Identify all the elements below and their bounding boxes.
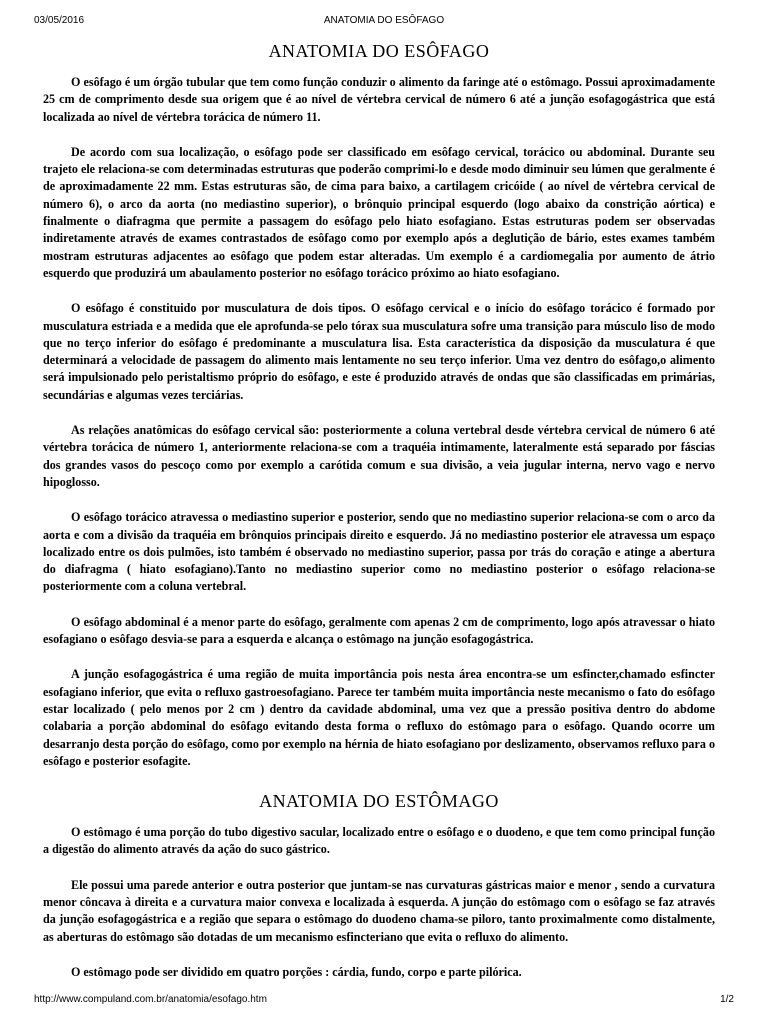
paragraph: O esôfago torácico atravessa o mediastino superior e posterior, sendo que no mediastino superior relaciona-se com o arco da aorta e com a divisão da traquéia em brônquios principais direito e esquerdo. Já no mediastino posterior ele atravessa um espaço localizado entre os dois pulmões, isto também é observado no mediastino superior, passa por trás do coração e atinge a abertura do diafragma ( hiato esofagiano).Tanto no mediastino superior como no mediastino posterior o esôfago relaciona-se posteriormente com a coluna vertebral. — [43, 510, 715, 594]
print-date: 03/05/2016 — [34, 15, 85, 26]
paragraph: De acordo com sua localização, o esôfago pode ser classificado em esôfago cervical, torácico ou abdominal. Durante seu trajeto ele relaciona-se com determinadas estruturas que poderão comprimi-lo e desde modo diminuir seu lúmen que geralmente é de aproximadamente 22 mm. Estas estruturas são, de cima para baixo, a cartilagem cricóide ( ao nível de vértebra cervical de número 6), o arco da aorta (no mediastino superior), o brônquio principal esquerdo (logo abaixo da constrição aórtica) e finalmente o diafragma que permite a passagem do esôfago pelo hiato esofagiano. Estas estruturas podem ser observadas indiretamente através de exames contrastados de esôfago como por exemplo após a deglutição de bário, estes exames também mostram estruturas adjacentes ao esôfago que podem estar alteradas. Um exemplo é a cardiomegalia por aumento de átrio esquerdo que produzirá um abaulamento posterior no esôfago torácico próximo ao hiato esofagiano. — [43, 144, 715, 280]
print-footer — [34, 994, 734, 1010]
paragraph: O esôfago abdominal é a menor parte do esôfago, geralmente com apenas 2 cm de comprimento, logo após atravessar o hiato esofagiano o esôfago desvia-se para a esquerda e alcança o estômago na junção esofagogástrica. — [43, 614, 715, 647]
print-document-title: ANATOMIA DO ESÔFAGO — [323, 15, 445, 26]
paragraph: As relações anatômicas do esôfago cervical são: posteriormente a coluna vertebral desde vértebra cervical de número 6 até vértebra torácica de número 1, anteriormente relaciona-se com a traquéia intimamente, lateralmente está separado por fáscias dos grandes vasos do pescoço como por exemplo a carótida comum e sua divisão, a veia jugular interna, nervo vago e nervo hipoglosso. — [43, 423, 715, 489]
paragraph: O estômago pode ser dividido em quatro porções : cárdia, fundo, corpo e parte pilórica. — [71, 964, 522, 979]
print-header — [34, 15, 734, 31]
paragraph: A junção esofagogástrica é uma região de muita importância pois nesta área encontra-se um esfincter,chamado esfincter esofagiano inferior, que evita o refluxo gastroesofagiano. Parece ter também muita importância neste mecanismo o fato do esôfago estar localizado ( pelo menos por 2 cm ) dentro da cavidade abdominal, uma vez que a pressão positiva dentro do abdome colabaria a porção abdominal do esôfago evitando desta forma o refluxo do estômago para o esôfago. Quando ocorre um desarranjo desta porção do esôfago, como por exemplo na hérnia de hiato esofagiano por deslizamento, observamos refluxo para o esôfago e posterior esofagite. — [43, 667, 715, 768]
paragraph: O esôfago é constituido por musculatura de dois tipos. O esôfago cervical e o início do esôfago torácico é formado por musculatura estriada e a medida que ele aprofunda-se pelo tórax sua musculatura sofre uma transição para músculo liso de modo que no terço inferior do esôfago é predominante a musculatura lisa. Esta característica da disposição da musculatura é que determinará a velocidade de passagem do alimento mais lentamente no seu terço inferior. Uma vez dentro do esôfago,o alimento será impulsionado pelo peristaltismo próprio do esôfago, e este é produzido através de ondas que são classificadas em primárias, secundárias e algumas vezes terciárias. — [43, 301, 715, 402]
section-heading-estomago: ANATOMIA DO ESTÔMAGO — [259, 791, 499, 812]
document-content — [43, 38, 715, 990]
paragraph: O estômago é uma porção do tubo digestivo sacular, localizado entre o esôfago e o duodeno, e que tem como principal função a digestão do alimento através da ação do suco gástrico. — [43, 825, 715, 857]
paragraph: Ele possui uma parede anterior e outra posterior que juntam-se nas curvaturas gástricas maior e menor , sendo a curvatura menor côncava à direita e a curvatura maior convexa e localizada à esquerda. A junção do estômago com o esôfago se faz através da junção esofagogástrica e a região que separa o estômago do duodeno chama-se piloro, tanto proximalmente como distalmente, as aberturas do estômago são dotadas de um mecanismo esfincteriano que evita o refluxo do alimento. — [43, 877, 715, 944]
page-url: http://www.compuland.com.br/anatomia/esofago.htm — [34, 994, 267, 1005]
section-heading-esofago: ANATOMIA DO ESÔFAGO — [268, 41, 490, 61]
page-number: 1/2 — [720, 994, 734, 1005]
paragraph: O esôfago é um órgão tubular que tem como função conduzir o alimento da faringe até o estômago. Possui aproximadamente 25 cm de comprimento desde sua origem que é ao nível de vértebra cervical de número 6 até a junção esofagogástrica que está localizada ao nível de vértebra torácica de número 11. — [43, 75, 715, 124]
